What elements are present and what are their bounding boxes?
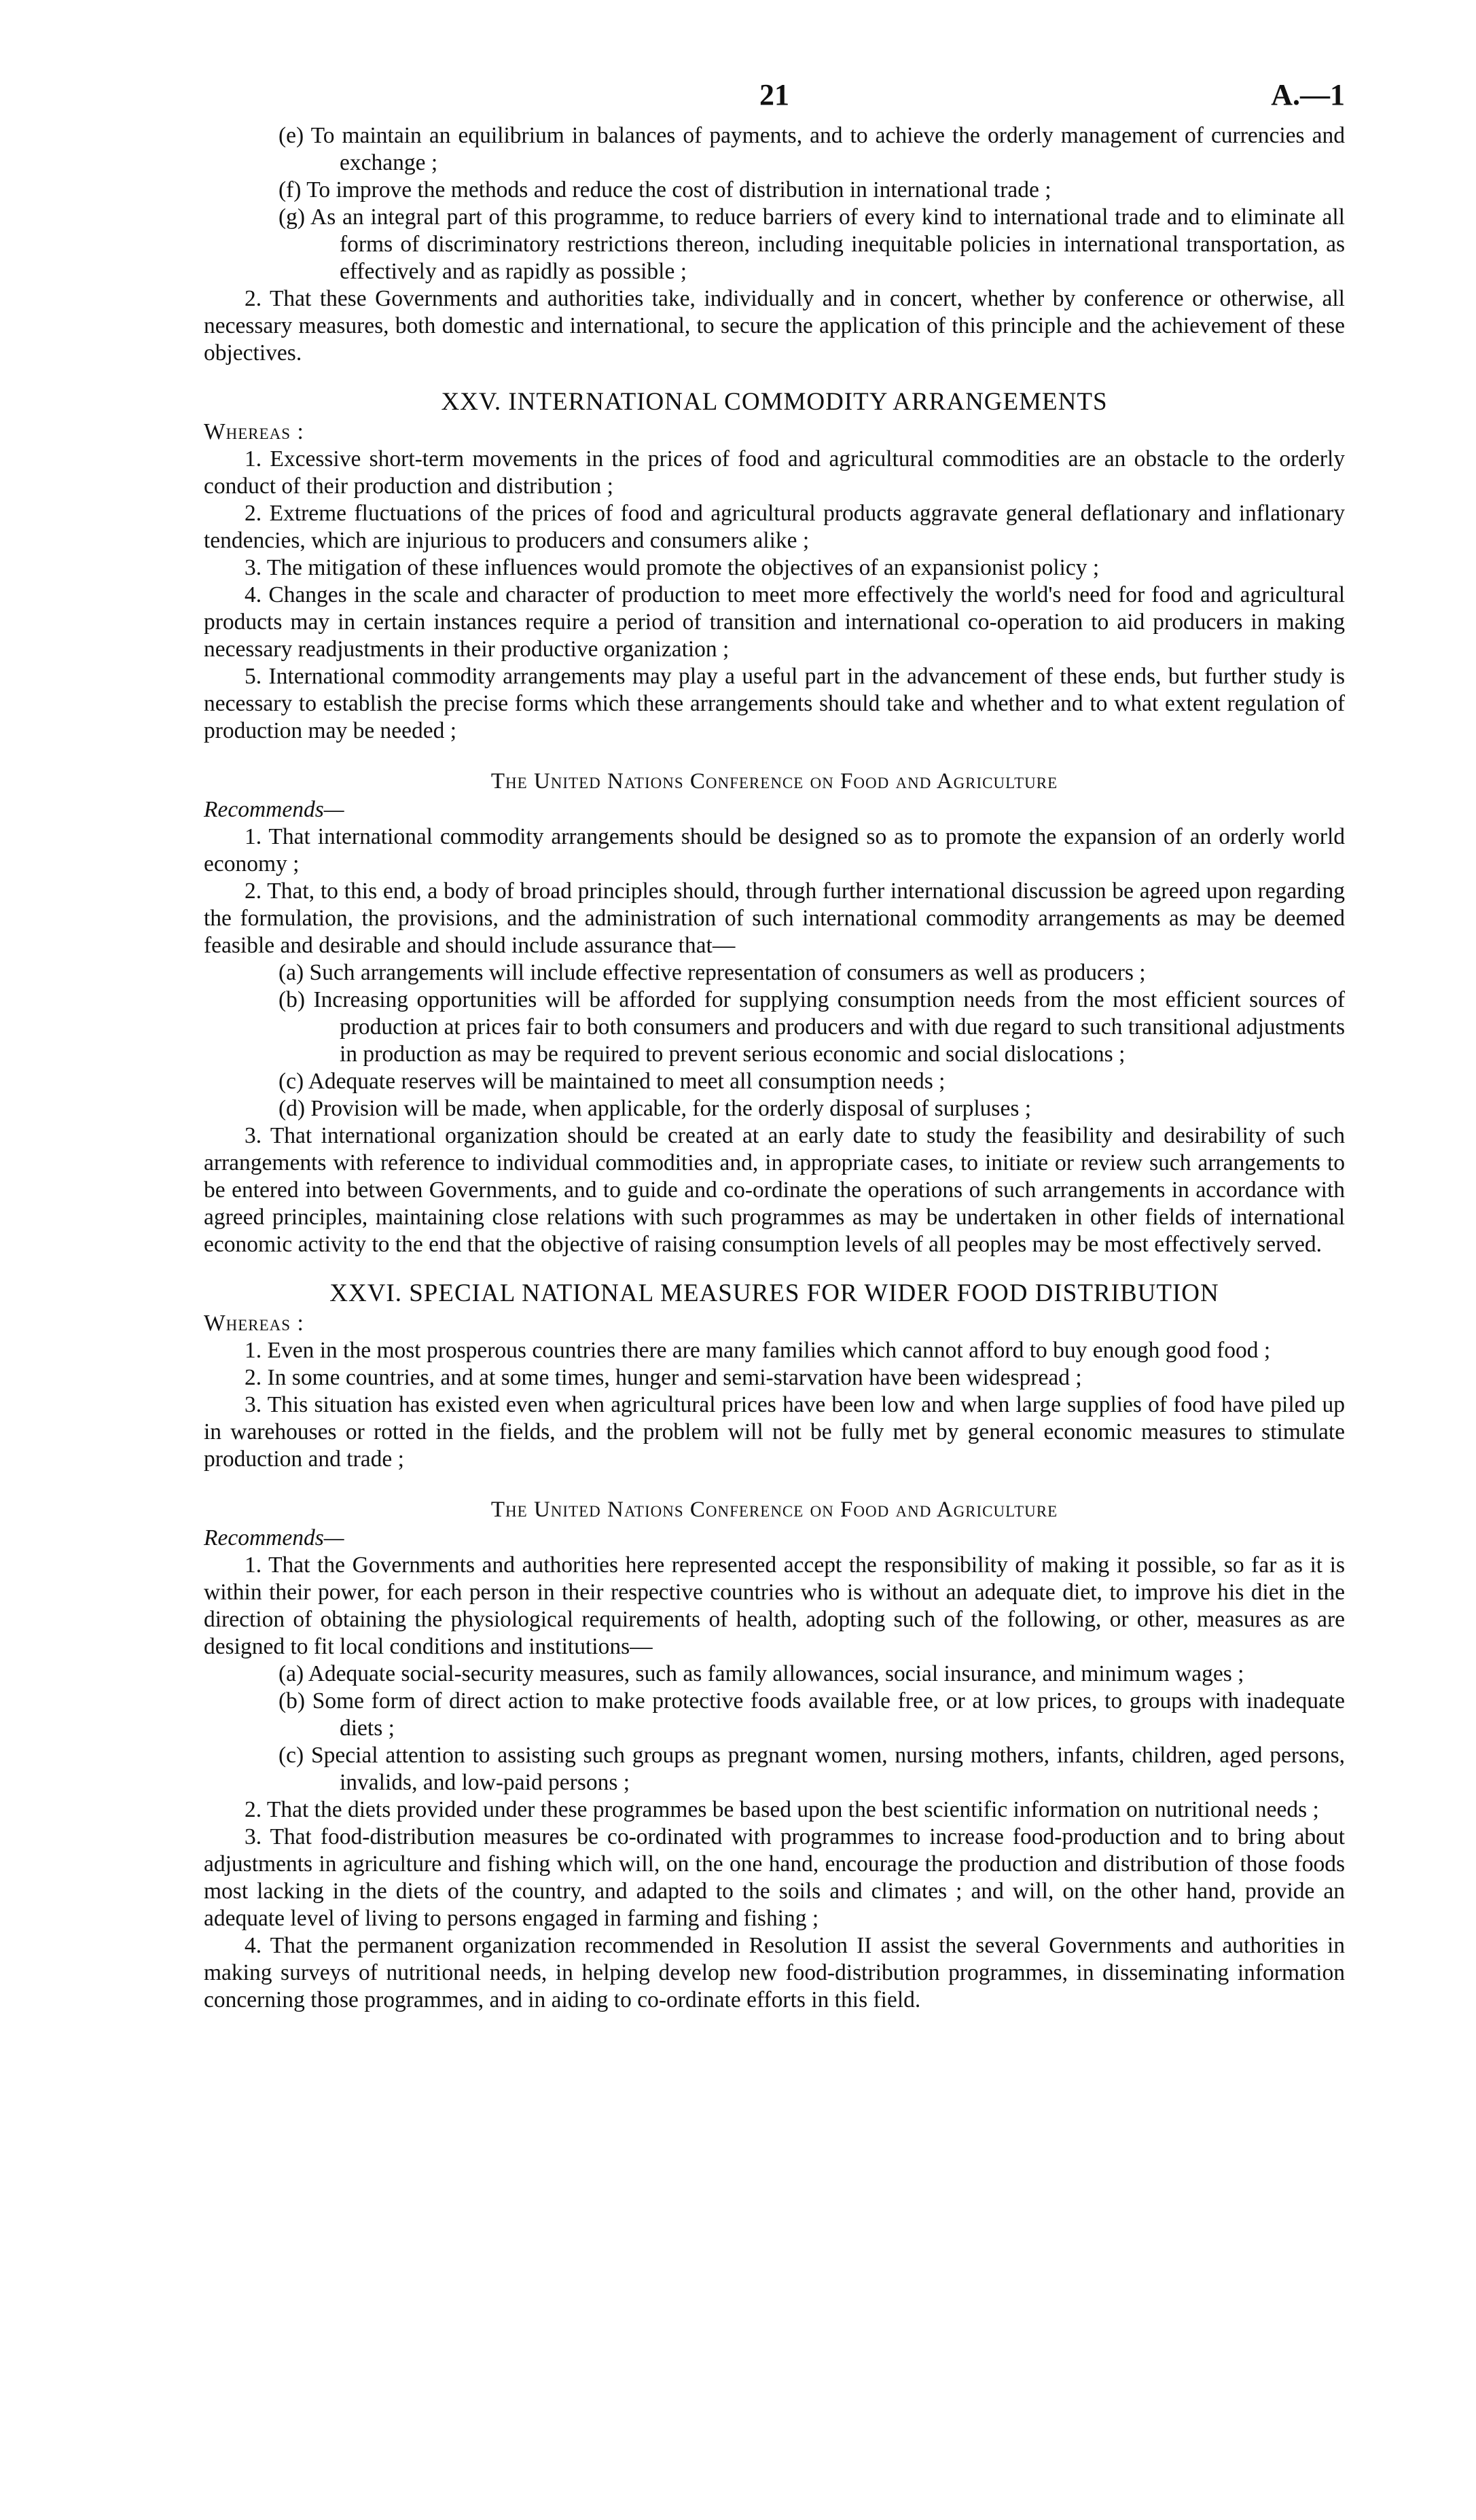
whereas-label: Whereas : <box>204 419 304 444</box>
paragraph: 4. Changes in the scale and character of production to meet more effectively the world's need for food and agricultural products may in certain instances require a period of transition and international co-operation to aid producers in making necessary readjustments in their productive organization ; <box>204 582 1345 662</box>
paragraph: 3. The mitigation of these influences would promote the objectives of an expansionist policy ; <box>245 555 1100 580</box>
paragraph: 2. That these Governments and authorities take, individually and in concert, whether by conference or otherwise, all necessary measures, both domestic and international, to secure the application of this principle and the achievement of these objectives. <box>204 286 1345 366</box>
list-item: (c) Adequate reserves will be maintained to meet all consumption needs ; <box>278 1069 946 1094</box>
page-reference: A.—1 <box>1271 78 1345 111</box>
paragraph: 3. This situation has existed even when agricultural prices have been low and when large supplies of food have piled up in warehouses or rotted in the fields, and the problem will not be fully met by general economic measures to stimulate production and trade ; <box>204 1392 1345 1472</box>
list-item: (d) Provision will be made, when applicable, for the orderly disposal of surpluses ; <box>278 1096 1032 1121</box>
recommends-label: Recommends— <box>204 1525 344 1550</box>
list-item: (f) To improve the methods and reduce the cost of distribution in international trade ; <box>278 177 1051 202</box>
list-item: (b) Some form of direct action to make protective foods available free, or at low prices, to groups with inadequate diets ; <box>278 1688 1345 1741</box>
page-header <box>204 75 1345 122</box>
section-xxvi <box>204 1280 1345 2014</box>
section-xxv <box>204 389 1345 1258</box>
intro-section <box>204 122 1345 367</box>
whereas-label: Whereas : <box>204 1311 304 1336</box>
section-heading: XXVI. SPECIAL NATIONAL MEASURES FOR WIDER FOOD DISTRIBUTION <box>329 1279 1219 1307</box>
list-item: (e) To maintain an equilibrium in balances of payments, and to achieve the orderly management of currencies and exchange ; <box>278 123 1345 175</box>
conference-heading: The United Nations Conference on Food and Agriculture <box>490 1497 1058 1522</box>
list-item: (g) As an integral part of this programme, to reduce barriers of every kind to international trade and to eliminate all forms of discriminatory restrictions thereon, including inequitable policies in international transportation, as effectively and as rapidly as possible ; <box>278 205 1345 284</box>
paragraph: 5. International commodity arrangements may play a useful part in the advancement of these ends, but further study is necessary to establish the precise forms which these arrangements should take and whether and to what extent regulation of production may be needed ; <box>204 664 1345 743</box>
paragraph: 1. That the Governments and authorities here represented accept the responsibility of making it possible, so far as it is within their power, for each person in their respective countries who is without an adequate diet, to improve his diet in the direction of obtaining the physiological requirements of health, adopting such of the following, or other, measures as are designed to fit local conditions and institutions— <box>204 1552 1345 1659</box>
paragraph: 2. That, to this end, a body of broad principles should, through further international discussion be agreed upon regarding the formulation, the provisions, and the administration of such international commodity arrangements as may be deemed feasible and desirable and should include assurance that— <box>204 879 1345 958</box>
recommends-label: Recommends— <box>204 797 344 822</box>
page-number: 21 <box>759 78 789 111</box>
paragraph: 3. That international organization should be created at an early date to study the feasibility and desirability of such arrangements with reference to individual commodities and, in appropriate cases, to initiate or review such arrangements to be entered into between Governments, and to guide and co-ordinate the operations of such arrangements in accordance with agreed principles, maintaining close relations with such programmes as may be undertaken in other fields of international economic activity to the end that the objective of raising consumption levels of all peoples may be most effectively served. <box>204 1123 1345 1257</box>
paragraph: 4. That the permanent organization recommended in Resolution II assist the several Governments and authorities in making surveys of nutritional needs, in helping develop new food-distribution programmes, in disseminating information concerning those programmes, and in aiding to co-ordinate efforts in this field. <box>204 1933 1345 2012</box>
section-heading: XXV. INTERNATIONAL COMMODITY ARRANGEMENTS <box>441 388 1108 416</box>
paragraph: 2. Extreme fluctuations of the prices of food and agricultural products aggravate general deflationary and inflationary tendencies, which are injurious to producers and consumers alike ; <box>204 501 1345 553</box>
list-item: (a) Adequate social-security measures, such as family allowances, social insurance, and minimum wages ; <box>278 1661 1244 1686</box>
paragraph: 1. Excessive short-term movements in the prices of food and agricultural commodities are an obstacle to the orderly conduct of their production and distribution ; <box>204 446 1345 499</box>
list-item: (a) Such arrangements will include effective representation of consumers as well as producers ; <box>278 960 1146 985</box>
paragraph: 2. In some countries, and at some times, hunger and semi-starvation have been widespread ; <box>245 1365 1082 1390</box>
paragraph: 3. That food-distribution measures be co-ordinated with programmes to increase food-production and to bring about adjustments in agriculture and fishing which will, on the one hand, encourage the production and distribution of those foods most lacking in the diets of the country, and adapted to the soils and climates ; and will, on the other hand, provide an adequate level of living to persons engaged in farming and fishing ; <box>204 1824 1345 1931</box>
document-page <box>204 75 1345 2014</box>
conference-heading: The United Nations Conference on Food and Agriculture <box>490 769 1058 794</box>
list-item: (c) Special attention to assisting such groups as pregnant women, nursing mothers, infants, children, aged persons, invalids, and low-paid persons ; <box>278 1743 1345 1795</box>
paragraph: 1. That international commodity arrangements should be designed so as to promote the expansion of an orderly world economy ; <box>204 824 1345 876</box>
paragraph: 2. That the diets provided under these programmes be based upon the best scientific information on nutritional needs ; <box>245 1797 1319 1822</box>
list-item: (b) Increasing opportunities will be afforded for supplying consumption needs from the most efficient sources of production at prices fair to both consumers and producers and with due regard to such transitional adjustments in production as may be required to prevent serious economic and social dislocations ; <box>278 987 1345 1067</box>
paragraph: 1. Even in the most prosperous countries there are many families which cannot afford to buy enough good food ; <box>245 1338 1271 1363</box>
